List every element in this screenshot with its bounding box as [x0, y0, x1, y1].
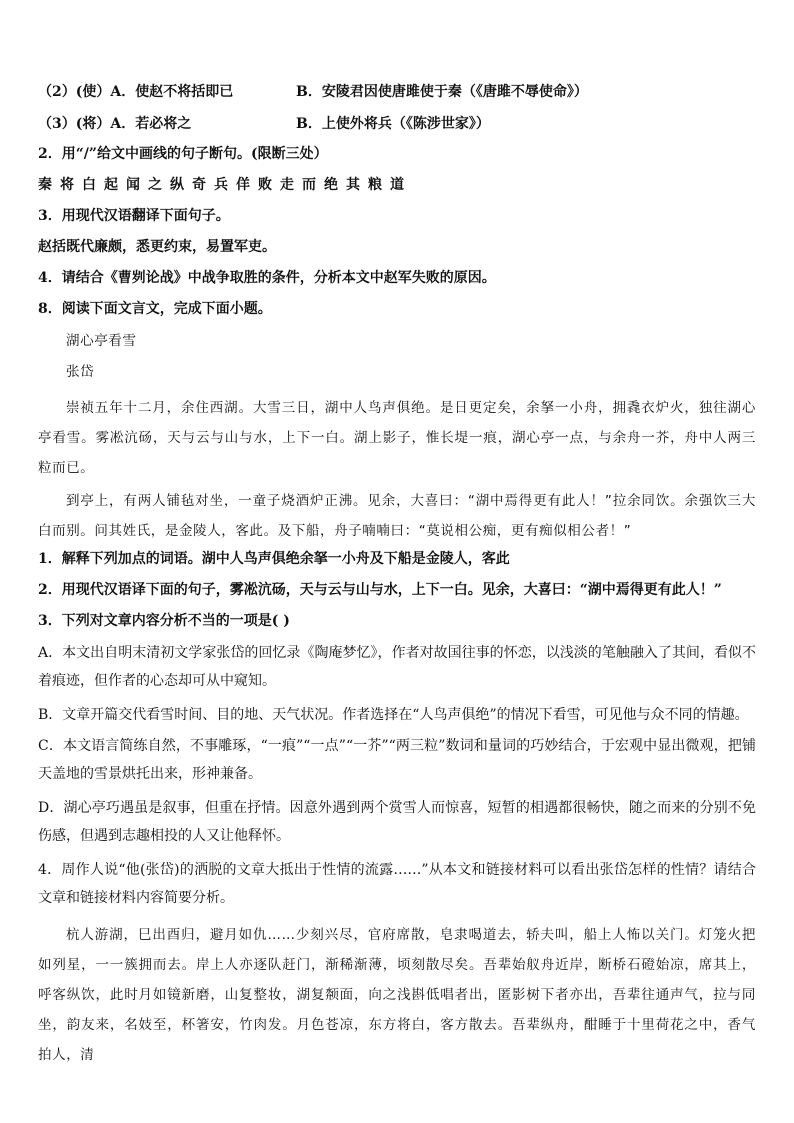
passage-paragraph-1: 崇祯五年十二月，余住西湖。大雪三日，湖中人鸟声俱绝。是日更定矣，余拏一小舟，拥毳衣炉火，独往湖心亭看雪。雾凇沆砀，天与云与山与水，上下一白。湖上影子，惟长堤一痕，湖心亭一点，与余舟一芥，舟中人两三粒而已。 — [38, 400, 756, 476]
sub-question-1: 1．解释下列加点的词语。湖中人鸟声俱绝余拏一小舟及下船是金陵人，客此 — [38, 551, 510, 567]
sub-question-3: 3．下列对文章内容分析不当的一项是( ) — [38, 613, 290, 629]
passage-paragraph-2: 到亭上，有两人铺毡对坐，一童子烧酒炉正沸。见余，大喜曰：“湖中焉得更有此人！”拉余同饮。余强饮三大白而别。问其姓氏，是金陵人，客此。及下船，舟子喃喃曰：“莫说相公痴，更有痴似相公者！” — [38, 493, 756, 539]
question-3-text: 赵括既代廉颇，悉更约束，易置军吏。 — [38, 239, 276, 255]
q2-item-2-option-b: B．安陵君因使唐雎使于秦（《唐雎不辱使命》） — [296, 84, 588, 100]
q2-item-3 — [38, 114, 756, 134]
sub-question-2: 2．用现代汉语译下面的句子，雾凇沆砀，天与云与山与水，上下一白。见余，大喜曰：“湖中焉得更有此人！” — [38, 582, 722, 598]
q2-item-3-option-b: B．上使外将兵（《陈涉世家》） — [296, 116, 490, 132]
question-3: 3．用现代汉语翻译下面句子。 — [38, 208, 230, 224]
sub-question-4: 4．周作人说“他(张岱)的洒脱的文章大抵出于性情的流露……”从本文和链接材料可以看出张岱怎样的性情？请结合文章和链接材料内容简要分析。 — [38, 862, 756, 906]
question-2: 2．用“/”给文中画线的句子断句。(限断三处） — [38, 146, 328, 162]
question-2-text: 秦将白起闻之纵奇兵佯败走而绝其粮道 — [38, 177, 412, 193]
option-c: C．本文语言简练自然，不事雕琢，“一痕”“一点”“一芥”“两三粒”数词和量词的巧妙结合，于宏观中显出微观，把铺天盖地的雪景烘托出来，形神兼备。 — [38, 738, 756, 782]
passage-title: 湖心亭看雪 — [66, 333, 137, 349]
q2-item-2-option-a: （2）(使）A．使赵不将括即已 — [38, 84, 234, 100]
option-d: D．湖心亭巧遇虽是叙事，但重在抒情。因意外遇到两个赏雪人而惊喜，短暂的相遇都很畅快，随之而来的分别不免伤感，但遇到志趣相投的人又让他释怀。 — [38, 800, 756, 844]
link-material: 杭人游湖，巳出酉归，避月如仇……少刻兴尽，官府席散，皂隶喝道去，轿夫叫，船上人怖以关门。灯笼火把如列星，一一簇拥而去。岸上人亦逐队赶门，渐稀渐薄，顷刻散尽矣。吾辈始舣舟近岸，断桥石磴始凉，席其上，呼客纵饮，此时月如镜新磨，山复整妆，湖复颒面，向之浅斟低唱者出，匿影树下者亦出，吾辈往通声气，拉与同坐，韵友来，名妓至，杯箸安，竹肉发。月色苍凉，东方将白，客方散去。吾辈纵舟，酣睡于十里荷花之中，香气拍人，清 — [38, 927, 756, 1063]
question-4: 4．请结合《曹刿论战》中战争取胜的条件，分析本文中赵军失败的原因。 — [38, 270, 496, 286]
q2-item-2 — [38, 82, 756, 102]
question-8: 8．阅读下面文言文，完成下面小题。 — [38, 301, 272, 317]
option-a: A．本文出自明末清初文学家张岱的回忆录《陶庵梦忆》，作者对故国往事的怀恋，以浅淡的笔触融入了其间，看似不着痕迹，但作者的心态却可从中窥知。 — [38, 645, 756, 689]
option-b: B．文章开篇交代看雪时间、目的地、天气状况。作者选择在“人鸟声俱绝”的情况下看雪，可见他与众不同的情趣。 — [38, 707, 749, 723]
q2-item-3-option-a: （3）(将）A．若必将之 — [38, 116, 192, 132]
passage-author: 张岱 — [66, 364, 95, 380]
